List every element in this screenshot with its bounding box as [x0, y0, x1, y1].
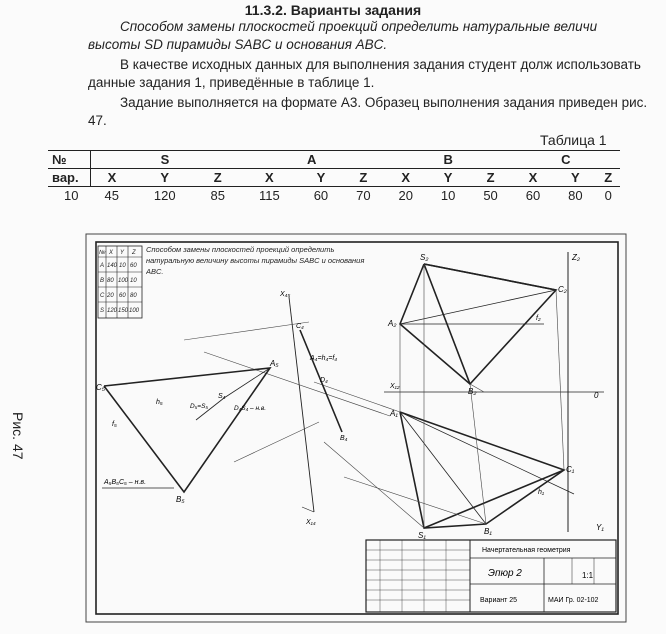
mini-cell: 80 [107, 278, 114, 284]
axis-header: Z [597, 169, 620, 187]
mini-header: Z [132, 250, 136, 256]
label-c1: C₁ [566, 465, 575, 474]
label-natural-size: A₅B₅C₅ – н.в. [104, 479, 147, 486]
axis-header: Y [427, 169, 469, 187]
axis-header: X [512, 169, 554, 187]
group-header-a: A [239, 151, 385, 169]
label-b1: B₁ [484, 527, 492, 536]
label-a5: A₅ [270, 359, 279, 368]
table-cell: 115 [258, 188, 280, 203]
paragraph-input-data: В качестве исходных данных для выполнения задания студент долж использовать данные задания 1, приведённые в таблице 1. [88, 57, 641, 90]
table-cell: 70 [356, 188, 371, 203]
table-cell: 80 [568, 188, 583, 203]
mini-header: Y [120, 250, 125, 256]
label-x14: X₁₄ [306, 519, 316, 526]
mini-cell: 10 [130, 278, 137, 284]
mini-header: № [99, 250, 106, 256]
label-h1: h₁ [538, 489, 545, 496]
label-a2: A₂ [388, 319, 397, 328]
axis-header: Y [300, 169, 342, 187]
label-y1: Y₁ [596, 523, 604, 532]
stamp-scale: 1:1 [582, 571, 594, 580]
label-h5: h₅ [156, 399, 163, 406]
label-z2: Z₂ [572, 253, 580, 262]
table-row [48, 187, 620, 205]
drawing-note-box [146, 244, 376, 288]
stamp-title: Начертательная геометрия [482, 547, 571, 554]
mini-cell: A [100, 263, 105, 269]
label-s4: S₄ [218, 393, 226, 400]
axis-header: Y [133, 169, 197, 187]
mini-cell: 100 [129, 308, 140, 314]
paragraph-format: Задание выполняется на формате А3. Образец выполнения задания приведен рис. 47. [88, 95, 648, 128]
label-a4: A₄=h₄=f₄ [310, 355, 338, 362]
label-f2: f₂ [536, 315, 541, 322]
group-header-s: S [91, 151, 239, 169]
label-s2: S₂ [420, 253, 429, 262]
label-c5: C₅ [96, 383, 105, 392]
label-b4: B₄ [340, 435, 348, 442]
label-b2: B₂ [468, 387, 477, 396]
label-b5: B₅ [176, 495, 185, 504]
label-c2: C₂ [558, 285, 567, 294]
mini-cell: 20 [107, 293, 114, 299]
mini-cell: 150 [118, 308, 129, 314]
axis-header: X [385, 169, 427, 187]
table-cell: 0 [604, 188, 612, 203]
stamp-org: МАИ Гр. 02-102 [548, 597, 599, 604]
axis-header: X [239, 169, 300, 187]
table-cell: 60 [525, 188, 541, 203]
mini-cell: 140 [107, 263, 118, 269]
table-axes-row [48, 169, 620, 187]
mini-cell: 120 [107, 308, 118, 314]
axis-header: Z [197, 169, 239, 187]
technical-drawing [84, 232, 628, 624]
table-caption: Таблица 1 [540, 132, 607, 148]
table-cell: 20 [398, 188, 413, 203]
table-cell: 50 [483, 188, 498, 203]
label-ds5: D₅=S₅ [190, 403, 209, 410]
section-heading: 11.3.2. Варианты задания [244, 2, 422, 18]
table-cell: 10 [440, 188, 456, 203]
mini-cell: 80 [130, 293, 137, 299]
mini-cell: C [100, 293, 105, 299]
label-ds4-nv: D₄S₄ – н.в. [234, 405, 267, 412]
mini-cell: 100 [118, 278, 129, 284]
table-cell: 45 [104, 188, 119, 203]
label-x12: X₁₂ [390, 383, 400, 390]
stamp-variant: Вариант 25 [480, 597, 518, 604]
label-x45: X₄₅ [280, 291, 291, 298]
label-a1: A₁ [390, 409, 398, 418]
col-header-var: вар. [48, 169, 91, 187]
drawing-note: Способом замены плоскостей проекций определить натуральную величину высоты пирамиды SABC и основания ABC. [146, 245, 365, 276]
paragraph-task: Способом замены плоскостей проекций определить натуральные величи высоты SD пирамиды SABC и основания ABC. [88, 19, 598, 52]
mini-cell: B [100, 278, 105, 284]
axis-header: Z [342, 169, 384, 187]
col-header-no: № [48, 151, 91, 169]
mini-cell: 10 [119, 263, 126, 269]
mini-header: X [109, 250, 114, 256]
table-header-row [48, 151, 620, 169]
table-cell: 60 [313, 188, 329, 203]
group-header-b: B [385, 151, 512, 169]
label-f5: f₅ [112, 421, 117, 428]
table-cell: 120 [153, 188, 176, 203]
mini-cell: 60 [130, 263, 137, 269]
variants-table [48, 150, 620, 204]
table-cell: 10 [64, 188, 79, 203]
axis-header: Z [469, 169, 511, 187]
label-d4: D₄ [320, 377, 328, 384]
label-s1: S₁ [418, 531, 426, 540]
group-header-c: C [512, 151, 620, 169]
label-c4: C₄ [296, 323, 304, 330]
label-zero: 0 [594, 391, 599, 400]
mini-cell: 60 [119, 293, 126, 299]
figure-label: Рис. 47 [10, 412, 26, 460]
axis-header: X [91, 169, 133, 187]
table-cell: 85 [210, 188, 225, 203]
stamp-name: Эпюр 2 [488, 568, 522, 579]
mini-cell: S [100, 308, 105, 314]
axis-header: Y [554, 169, 596, 187]
